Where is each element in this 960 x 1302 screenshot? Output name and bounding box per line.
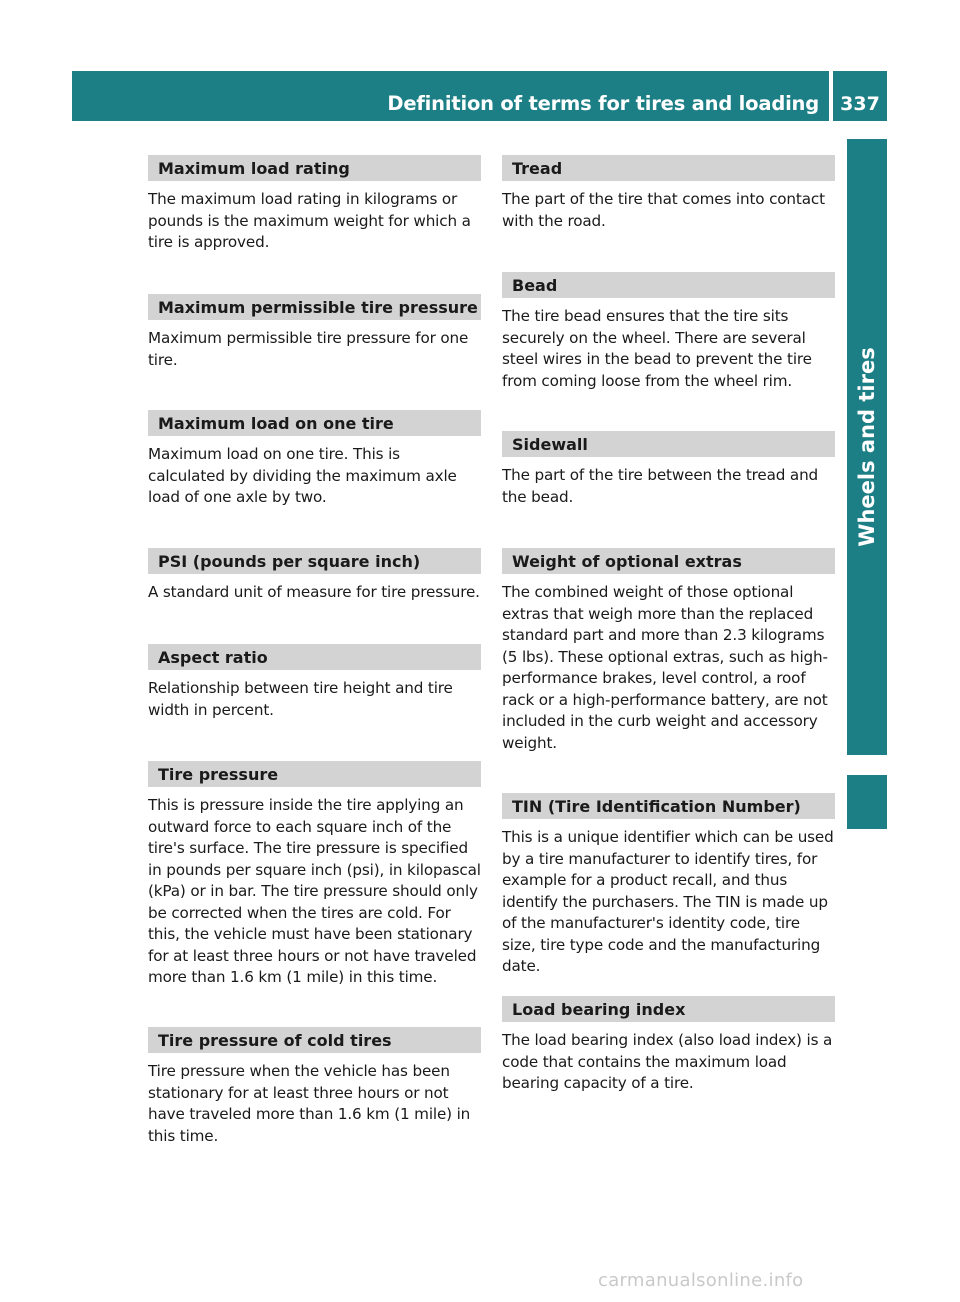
section-heading: Maximum load on one tire	[148, 410, 481, 436]
section-body: The tire bead ensures that the tire sits securely on the wheel. There are several steel wires in the bead to prevent the tire from coming loose from the wheel rim.	[502, 307, 812, 390]
section-heading: Weight of optional extras	[502, 548, 835, 574]
page-header-bar	[72, 71, 829, 121]
section-body: Maximum permissible tire pressure for one tire.	[148, 329, 469, 369]
section-body: The part of the tire between the tread and the bead.	[502, 466, 819, 506]
section-body: The part of the tire that comes into contact with the road.	[502, 190, 825, 230]
left-column	[148, 155, 481, 1147]
watermark: carmanualsonline.info	[598, 1270, 804, 1291]
chapter-side-tab[interactable]	[847, 139, 887, 755]
section-tread	[502, 155, 835, 272]
section-heading: Sidewall	[502, 431, 835, 457]
section-heading: Load bearing index	[502, 996, 835, 1022]
section-psi	[148, 548, 481, 644]
section-tin	[502, 793, 835, 996]
section-heading: Maximum load rating	[148, 155, 481, 181]
page-number: 337	[833, 71, 887, 121]
section-heading: Bead	[502, 272, 835, 298]
section-load-bearing-index	[502, 996, 835, 1095]
section-aspect-ratio	[148, 644, 481, 761]
section-body: Relationship between tire height and tire width in percent.	[148, 679, 453, 719]
section-sidewall	[502, 431, 835, 548]
section-heading: PSI (pounds per square inch)	[148, 548, 481, 574]
section-tire-pressure	[148, 761, 481, 1027]
section-body: Tire pressure when the vehicle has been stationary for at least three hours or not have traveled more than 1.6 km (1 mile) in this time.	[148, 1062, 471, 1145]
section-heading: Tire pressure of cold tires	[148, 1027, 481, 1053]
section-heading: Tread	[502, 155, 835, 181]
section-maximum-permissible-tire-pressure	[148, 294, 481, 410]
section-body: Maximum load on one tire. This is calculated by dividing the maximum axle load of one axle by two.	[148, 445, 457, 506]
section-heading: TIN (Tire Identification Number)	[502, 793, 835, 819]
section-maximum-load-on-one-tire	[148, 410, 481, 548]
section-weight-of-optional-extras	[502, 548, 835, 793]
section-body: This is pressure inside the tire applying an outward force to each square inch of the tire's surface. The tire pressure is specified in pounds per square inch (psi), in kilopascal (kPa) or in bar. The tire pressure should only be corrected when the tires are cold. For this, the vehicle must have been stationary for at least three hours or not have traveled more than 1.6 km (1 mile) in this time.	[148, 796, 481, 986]
section-heading: Maximum permissible tire pressure	[148, 294, 481, 320]
side-tab-marker	[847, 775, 887, 829]
section-tire-pressure-of-cold-tires	[148, 1027, 481, 1147]
section-bead	[502, 272, 835, 431]
section-body: The combined weight of those optional extras that weigh more than the replaced standard part and more than 2.3 kilograms (5 lbs). These optional extras, such as high-performance brakes, level control, a roof rack or a high-performance battery, are not included in the curb weight and accessory weight.	[502, 583, 828, 752]
section-body: This is a unique identifier which can be used by a tire manufacturer to identify tires, for example for a product recall, and thus identify the purchasers. The TIN is made up of the manufacturer's identity code, tire size, tire type code and the manufacturing date.	[502, 828, 834, 975]
chapter-side-tab-label: Wheels and tires	[855, 347, 879, 547]
section-heading: Tire pressure	[148, 761, 481, 787]
section-body: The load bearing index (also load index) is a code that contains the maximum load bearing capacity of a tire.	[502, 1031, 833, 1092]
page-title: Definition of terms for tires and loading	[387, 92, 819, 115]
section-maximum-load-rating	[148, 155, 481, 294]
section-heading: Aspect ratio	[148, 644, 481, 670]
section-body: A standard unit of measure for tire pressure.	[148, 583, 480, 601]
section-body: The maximum load rating in kilograms or pounds is the maximum weight for which a tire is approved.	[148, 190, 471, 251]
right-column	[502, 155, 835, 1095]
